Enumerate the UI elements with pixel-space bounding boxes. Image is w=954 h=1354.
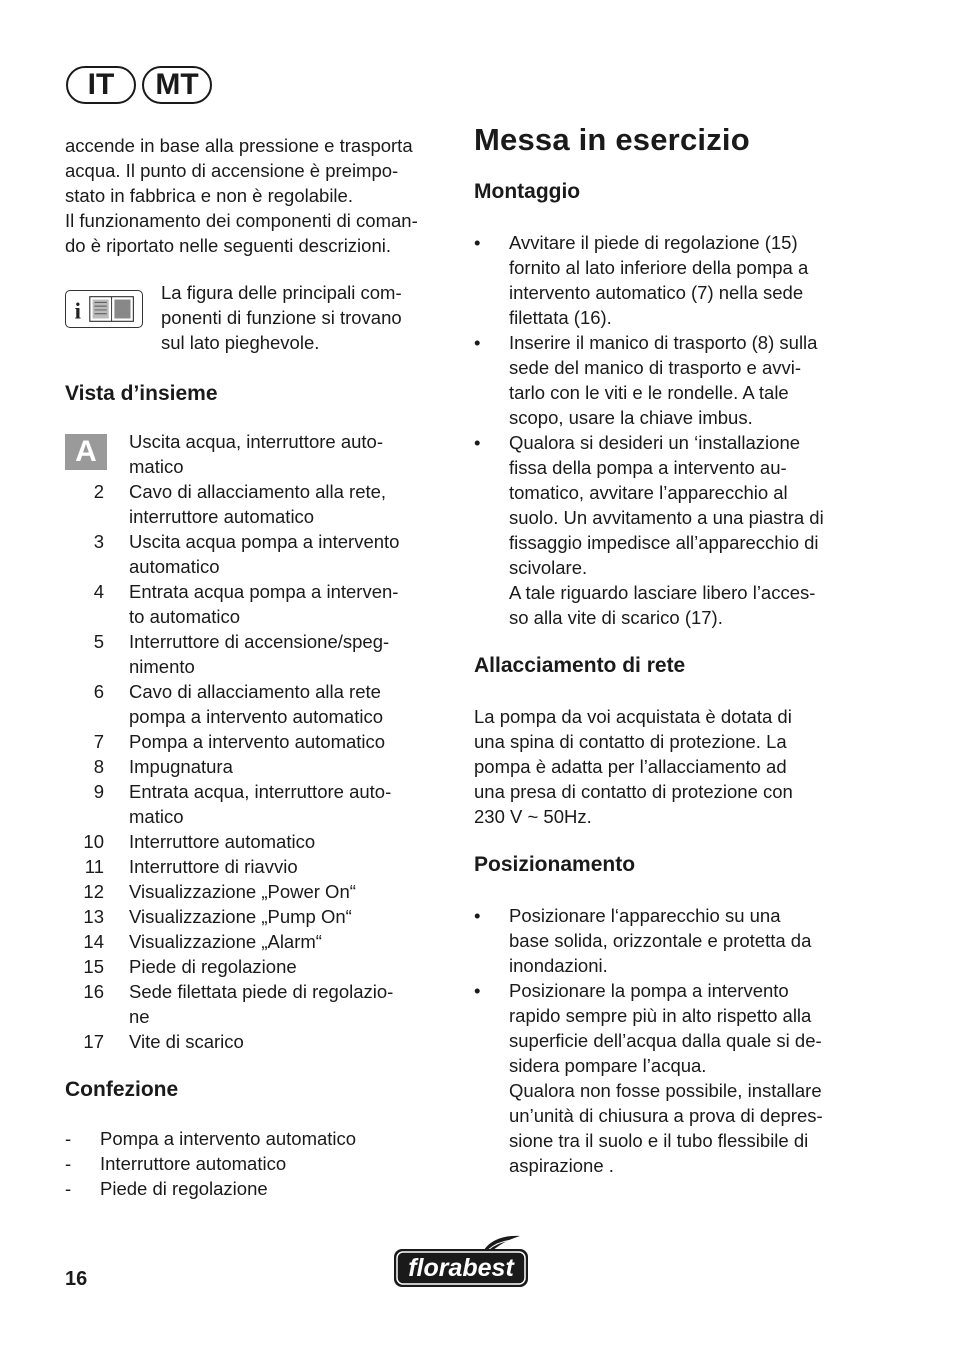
component-number: 12: [83, 881, 104, 902]
component-number: 13: [83, 906, 104, 927]
component-item-continuation: [65, 454, 455, 479]
list-item-text: Pompa a intervento automatico: [100, 1128, 357, 1149]
component-item: [65, 879, 455, 904]
list-item-body: [509, 330, 874, 430]
bullet-mark: •: [474, 980, 481, 1001]
text-line: Qualora non fosse possibile, installare: [509, 1080, 822, 1101]
component-item: [65, 679, 455, 704]
component-text: Interruttore di riavvio: [129, 856, 298, 877]
text-line: sidera pompare l’acqua.: [509, 1055, 707, 1076]
component-item: [65, 929, 455, 954]
text-line: A tale riguardo lasciare libero l’acces-: [509, 582, 816, 603]
component-text: to automatico: [129, 606, 241, 627]
component-item-continuation: [65, 704, 455, 729]
text-line: fissaggio impedisce all’apparecchio di: [509, 532, 819, 553]
text-line: intervento automatico (7) nella sede: [509, 282, 804, 303]
component-item: [65, 904, 455, 929]
text-line: Inserire il manico di trasporto (8) sulla: [509, 332, 818, 353]
component-item-continuation: [65, 1004, 455, 1029]
component-text: Cavo di allacciamento alla rete,: [129, 481, 387, 502]
text-line: accende in base alla pressione e trasporta: [65, 135, 413, 156]
component-number: [65, 654, 129, 679]
text-line: do è riportato nelle seguenti descrizioni.: [65, 235, 391, 256]
component-number: 17: [83, 1031, 104, 1052]
text-line: Il funzionamento dei componenti di coman-: [65, 210, 418, 231]
component-number: [65, 704, 129, 729]
language-badge-it: IT: [66, 66, 136, 104]
text-line: Qualora si desideri un ‘installazione: [509, 432, 801, 453]
page-number: 16: [65, 1268, 88, 1290]
text-line: La figura delle principali com-: [161, 282, 402, 303]
text-line: aspirazione .: [509, 1155, 614, 1176]
component-number: 14: [83, 931, 104, 952]
component-number: [65, 554, 129, 579]
component-number: 7: [93, 731, 104, 752]
component-number: 2: [93, 481, 104, 502]
text-line: sul lato pieghevole.: [161, 332, 320, 353]
component-item-continuation: [65, 804, 455, 829]
right-column: [474, 122, 874, 1178]
text-line: ponenti di funzione si trovano: [161, 307, 402, 328]
text-line: fissa della pompa a intervento au-: [509, 457, 787, 478]
list-item: [474, 330, 874, 430]
mounting-list: [474, 230, 874, 630]
component-item: [65, 429, 455, 454]
svg-text:florabest: florabest: [408, 1254, 514, 1282]
component-text: Interruttore automatico: [129, 831, 316, 852]
list-item-body: [509, 978, 874, 1178]
text-line: Posizionare la pompa a intervento: [509, 980, 789, 1001]
component-item: [65, 629, 455, 654]
component-item: [65, 729, 455, 754]
component-text: Visualizzazione „Alarm“: [129, 931, 322, 952]
text-line: scivolare.: [509, 557, 588, 578]
list-item-body: [509, 230, 874, 330]
list-item: [474, 903, 874, 978]
text-line: La pompa da voi acquistata è dotata di: [474, 706, 792, 727]
dash-mark: -: [65, 1178, 72, 1199]
component-number: 9: [93, 781, 104, 802]
component-item: [65, 954, 455, 979]
mounting-heading: Montaggio: [474, 180, 581, 203]
text-line: sede del manico di trasporto e avvi-: [509, 357, 802, 378]
component-number: [65, 604, 129, 629]
mains-heading: Allacciamento di rete: [474, 654, 686, 677]
bullet-mark: •: [474, 432, 481, 453]
text-line: tarlo con le viti e le rondelle. A tale: [509, 382, 789, 403]
intro-paragraph: [65, 133, 455, 258]
component-number: 5: [93, 631, 104, 652]
bullet-mark: •: [474, 905, 481, 926]
list-item: [65, 1151, 455, 1176]
component-item-continuation: [65, 504, 455, 529]
info-note: [65, 280, 455, 360]
component-item: [65, 579, 455, 604]
component-number: [65, 504, 129, 529]
positioning-heading: Posizionamento: [474, 853, 636, 876]
text-line: so alla vite di scarico (17).: [509, 607, 723, 628]
component-text: Entrata acqua, interruttore auto-: [129, 781, 392, 802]
component-number: 6: [93, 681, 104, 702]
info-book-icon: [65, 290, 143, 328]
text-line: 230 V ~ 50Hz.: [474, 806, 592, 827]
info-text: [161, 280, 451, 355]
component-text: Cavo di allacciamento alla rete: [129, 681, 381, 702]
component-text: matico: [129, 806, 184, 827]
bullet-mark: •: [474, 232, 481, 253]
text-line: base solida, orizzontale e protetta da: [509, 930, 812, 951]
text-line: un’unità di chiusura a prova di depres-: [509, 1105, 823, 1126]
figure-a-badge: A: [65, 434, 107, 470]
dash-mark: -: [65, 1128, 72, 1149]
text-line: una presa di contatto di protezione con: [474, 781, 793, 802]
text-line: suolo. Un avvitamento a una piastra di: [509, 507, 824, 528]
component-text: Vite di scarico: [129, 1031, 244, 1052]
language-badge-mt: MT: [142, 66, 212, 104]
component-text: Uscita acqua, interruttore auto-: [129, 431, 383, 452]
component-text: pompa a intervento automatico: [129, 706, 384, 727]
florabest-logo: [392, 1234, 530, 1290]
list-item-body: [509, 903, 874, 978]
section-title: Messa in esercizio: [474, 122, 750, 157]
component-number: 15: [83, 956, 104, 977]
positioning-list: [474, 903, 874, 1178]
component-text: matico: [129, 456, 184, 477]
component-item-continuation: [65, 604, 455, 629]
component-number: 3: [93, 531, 104, 552]
component-item-continuation: [65, 554, 455, 579]
component-item: [65, 979, 455, 1004]
component-text: ne: [129, 1006, 150, 1027]
component-number: [65, 1004, 129, 1029]
text-line: tomatico, avvitare l’apparecchio al: [509, 482, 788, 503]
component-text: Visualizzazione „Power On“: [129, 881, 356, 902]
component-number: 4: [93, 581, 104, 602]
text-line: pompa è adatta per l’allacciamento ad: [474, 756, 787, 777]
list-item-body: [509, 430, 874, 630]
component-number: 11: [84, 856, 104, 877]
component-text: interruttore automatico: [129, 506, 315, 527]
component-text: nimento: [129, 656, 195, 677]
component-item: [65, 779, 455, 804]
text-line: superficie dell’acqua dalla quale si de-: [509, 1030, 822, 1051]
component-item: [65, 829, 455, 854]
component-item: [65, 1029, 455, 1054]
component-text: Impugnatura: [129, 756, 233, 777]
text-line: una spina di contatto di protezione. La: [474, 731, 787, 752]
list-item: [474, 978, 874, 1178]
list-item-text: Piede di regolazione: [100, 1178, 268, 1199]
list-item-text: Interruttore automatico: [100, 1153, 287, 1174]
list-item: [65, 1176, 455, 1201]
package-list: [65, 1126, 455, 1201]
component-text: Pompa a intervento automatico: [129, 731, 386, 752]
package-heading: Confezione: [65, 1078, 179, 1101]
component-number: 16: [83, 981, 104, 1002]
component-item: [65, 754, 455, 779]
component-number: 10: [83, 831, 104, 852]
text-line: filettata (16).: [509, 307, 612, 328]
left-column: [65, 133, 455, 1201]
text-line: rapido sempre più in alto rispetto alla: [509, 1005, 812, 1026]
component-text: Visualizzazione „Pump On“: [129, 906, 352, 927]
text-line: Avvitare il piede di regolazione (15): [509, 232, 798, 253]
component-item: [65, 479, 455, 504]
text-line: Posizionare l‘apparecchio su una: [509, 905, 781, 926]
component-item-continuation: [65, 654, 455, 679]
text-line: scopo, usare la chiave imbus.: [509, 407, 753, 428]
component-text: Piede di regolazione: [129, 956, 297, 977]
dash-mark: -: [65, 1153, 72, 1174]
list-item: [474, 430, 874, 630]
list-item: [65, 1126, 455, 1151]
text-line: fornito al lato inferiore della pompa a: [509, 257, 809, 278]
component-text: automatico: [129, 556, 220, 577]
list-item: [474, 230, 874, 330]
components-list: [65, 429, 455, 1054]
component-item: [65, 529, 455, 554]
component-text: Interruttore di accensione/speg-: [129, 631, 390, 652]
text-line: sione tra il suolo e il tubo flessibile di: [509, 1130, 809, 1151]
component-text: Uscita acqua pompa a intervento: [129, 531, 400, 552]
component-text: Entrata acqua pompa a interven-: [129, 581, 399, 602]
component-text: Sede filettata piede di regolazio-: [129, 981, 394, 1002]
text-line: inondazioni.: [509, 955, 608, 976]
overview-heading: Vista d’insieme: [65, 382, 218, 405]
text-line: stato in fabbrica e non è regolabile.: [65, 185, 353, 206]
component-number: 8: [93, 756, 104, 777]
text-line: acqua. Il punto di accensione è preimpo-: [65, 160, 399, 181]
bullet-mark: •: [474, 332, 481, 353]
mains-paragraph: [474, 704, 874, 829]
component-item: [65, 854, 455, 879]
component-number: [65, 804, 129, 829]
svg-text:i: i: [74, 298, 81, 324]
